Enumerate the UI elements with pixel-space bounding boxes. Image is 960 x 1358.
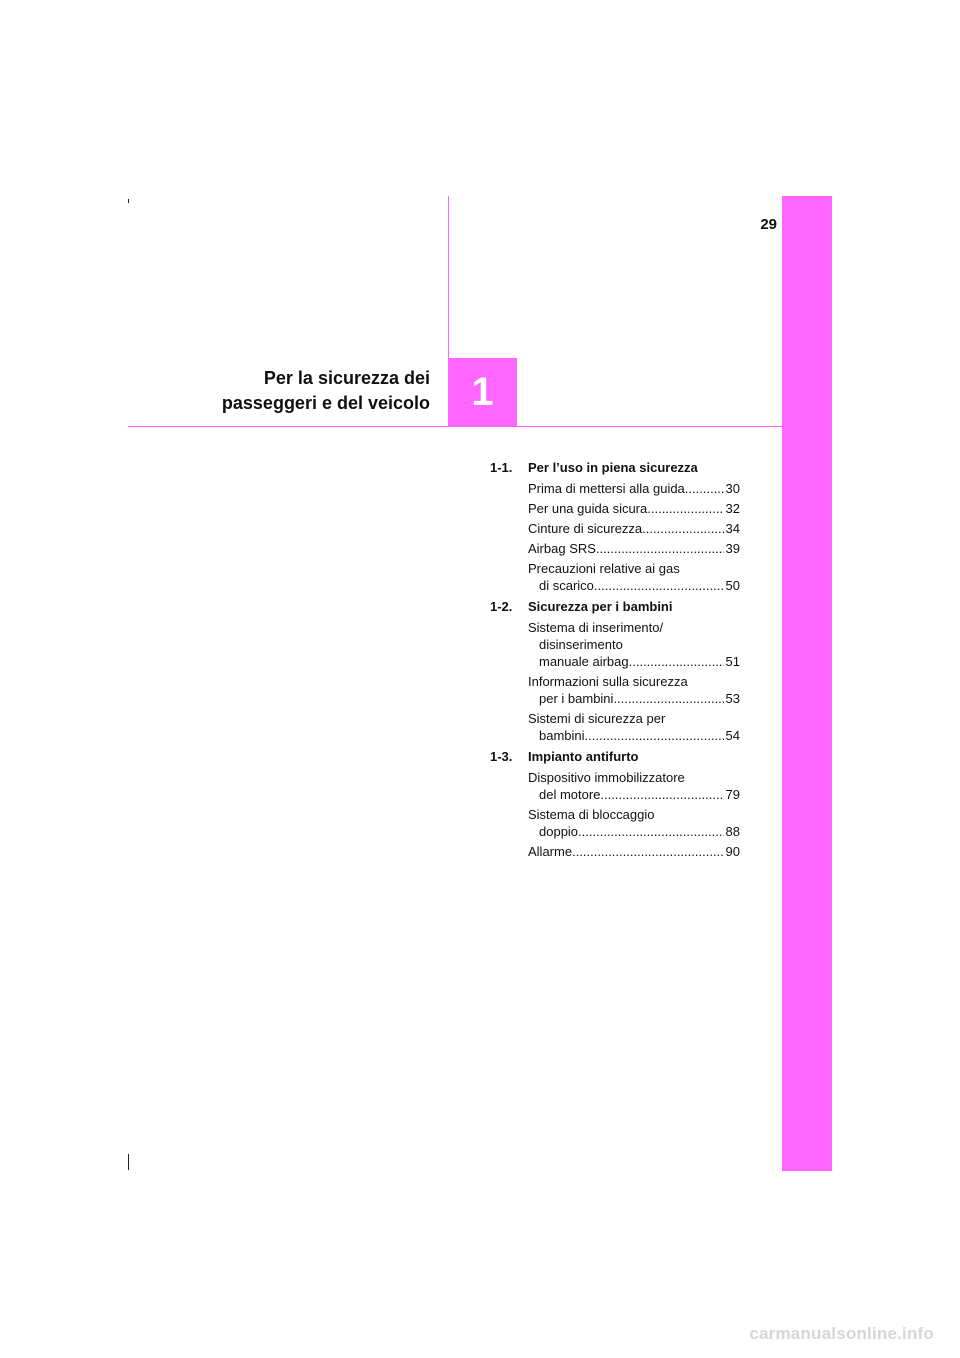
dot-leader (600, 786, 723, 803)
dot-leader (647, 500, 723, 517)
dot-leader (594, 577, 724, 594)
toc-section-title: Sicurezza per i bambini (528, 599, 673, 614)
toc-section (490, 598, 740, 744)
toc-entry-page: 30 (725, 481, 740, 496)
toc-entry-page: 79 (725, 787, 740, 802)
toc-section-number: 1-2. (490, 599, 513, 614)
toc-entry-label: Airbag SRS (528, 541, 596, 556)
toc-entry-line: Precauzioni relative ai gas (528, 561, 680, 576)
toc-section (490, 459, 740, 594)
toc-entry-leader-line (528, 653, 740, 670)
chapter-title-line-1: Per la sicurezza dei (263, 368, 430, 388)
toc-section-heading[interactable] (490, 459, 740, 476)
toc-entry-leader-line (528, 577, 740, 594)
chapter-title (180, 366, 430, 416)
toc-entry[interactable] (528, 540, 740, 557)
toc-entry-page: 88 (725, 824, 740, 839)
toc-section-number: 1-3. (490, 749, 513, 764)
toc-entry-leader-line (528, 500, 740, 517)
toc-entry[interactable] (528, 520, 740, 537)
toc-entry-leader-line (528, 540, 740, 557)
chapter-number: 1 (471, 370, 494, 414)
toc-section (490, 748, 740, 860)
toc-entry-leader-line (528, 786, 740, 803)
toc-section-title: Per l’uso in piena sicurezza (528, 460, 698, 475)
toc-entry-page: 54 (725, 728, 740, 743)
toc-entry-leader-line (528, 727, 740, 744)
dot-leader (596, 540, 724, 557)
table-of-contents (490, 459, 740, 864)
toc-entry-label: manuale airbag (539, 654, 629, 669)
toc-entry-label: del motore (539, 787, 601, 802)
dot-leader (613, 690, 723, 707)
toc-entry-page: 53 (725, 691, 740, 706)
chapter-number-box (448, 358, 517, 427)
toc-section-heading[interactable] (490, 598, 740, 615)
toc-entry-line: disinserimento (539, 637, 623, 652)
toc-entry[interactable] (528, 673, 740, 707)
toc-entry-label: Cinture di sicurezza (528, 521, 643, 536)
toc-entry-line: Sistema di inserimento/ (528, 620, 664, 635)
toc-entry-label: Prima di mettersi alla guida (528, 481, 685, 496)
dot-leader (585, 727, 724, 744)
crop-mark-bottom-left (128, 1154, 129, 1170)
toc-entry-leader-line (528, 843, 740, 860)
toc-entry[interactable] (528, 710, 740, 744)
toc-entry-page: 39 (725, 541, 740, 556)
toc-entry-leader-line (528, 520, 740, 537)
toc-entry-leader-line (528, 480, 740, 497)
toc-entry-line: Informazioni sulla sicurezza (528, 674, 688, 689)
page-number: 29 (760, 216, 777, 233)
chapter-title-line-2: passeggeri e del veicolo (221, 393, 430, 413)
footer-bar (0, 1308, 960, 1358)
toc-entry-label: Per una guida sicura (528, 501, 648, 516)
toc-section-heading[interactable] (490, 748, 740, 765)
toc-entry-page: 51 (725, 654, 740, 669)
toc-entry[interactable] (528, 806, 740, 840)
toc-entry-page: 90 (725, 844, 740, 859)
crop-mark-top-left (128, 199, 129, 203)
toc-section-number: 1-1. (490, 460, 513, 475)
dot-leader (629, 653, 724, 670)
dot-leader (578, 823, 723, 840)
toc-entry[interactable] (528, 843, 740, 860)
chapter-tab-bar (782, 196, 832, 1171)
toc-entry[interactable] (528, 619, 740, 670)
toc-entry-page: 50 (725, 578, 740, 593)
dot-leader (685, 480, 724, 497)
toc-entry-line: Sistemi di sicurezza per (528, 711, 666, 726)
toc-entry-label: bambini (539, 728, 585, 743)
toc-entry-label: per i bambini (539, 691, 614, 706)
toc-entry-line: Sistema di bloccaggio (528, 807, 655, 822)
toc-entry[interactable] (528, 560, 740, 594)
toc-entry-page: 34 (725, 521, 740, 536)
dot-leader (642, 520, 723, 537)
toc-entry-line: Dispositivo immobilizzatore (528, 770, 685, 785)
dot-leader (572, 843, 723, 860)
toc-section-title: Impianto antifurto (528, 749, 639, 764)
toc-entry-leader-line (528, 823, 740, 840)
toc-entry[interactable] (528, 769, 740, 803)
toc-entry[interactable] (528, 480, 740, 497)
toc-entry-leader-line (528, 690, 740, 707)
toc-entry-page: 32 (725, 501, 740, 516)
toc-entry-label: Allarme (528, 844, 573, 859)
toc-entry-label: doppio (539, 824, 579, 839)
toc-entry[interactable] (528, 500, 740, 517)
footer-watermark: carmanualsonline.info (749, 1324, 934, 1343)
toc-entry-label: di scarico (539, 578, 594, 593)
